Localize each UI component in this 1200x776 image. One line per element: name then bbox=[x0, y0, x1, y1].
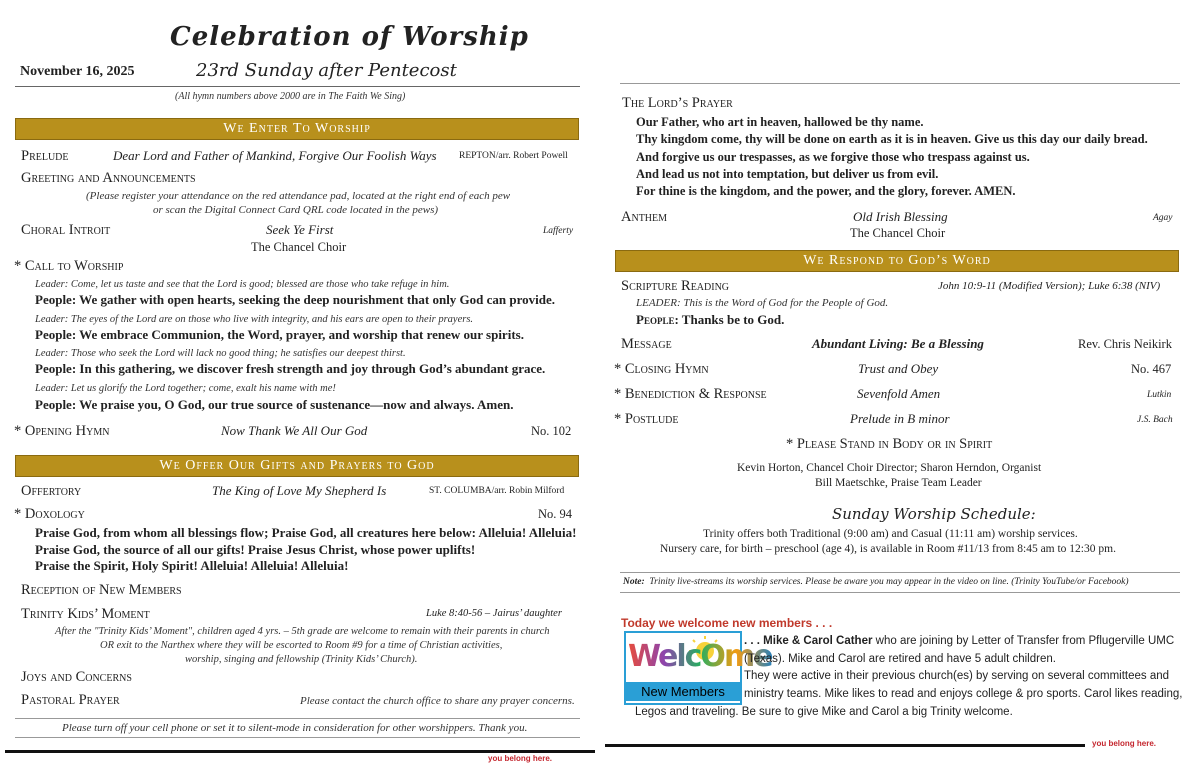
greeting-note-1: (Please register your attendance on the red attendance pad, located at the right end of each pew bbox=[86, 190, 511, 202]
call-leader-2: Leader: The eyes of the Lord are on those who live with integrity, and his ears are open to their prayers. bbox=[35, 314, 474, 325]
prelude-title: Dear Lord and Father of Mankind, Forgive Our Foolish Ways bbox=[113, 148, 437, 163]
welcome-line-3: They were active in their previous church(es) by serving on several committees and bbox=[744, 670, 1170, 682]
people-response: Thanks be to God. bbox=[681, 312, 785, 327]
schedule-line-2: Nursery care, for birth – preschool (age 4), is available in Room #11/13 from 8:45 am to 12:30 pm. bbox=[660, 543, 1116, 555]
hymn-number-note: (All hymn numbers above 2000 are in The Faith We Sing) bbox=[175, 91, 406, 102]
call-leader-3: Leader: Those who seek the Lord will lack no good thing; he satisfies our deepest thirst. bbox=[35, 348, 406, 359]
doxology-line-3: Praise the Spirit, Holy Spirit! Alleluia! Alleluia! Alleluia! bbox=[35, 558, 349, 573]
introit-label: Choral Introit bbox=[21, 222, 111, 238]
scripture-people bbox=[636, 312, 784, 328]
message-label: Message bbox=[621, 336, 672, 352]
scripture-reference: John 10:9-11 (Modified Version); Luke 6:38 (NIV) bbox=[938, 280, 1161, 292]
call-to-worship-label: * Call to Worship bbox=[14, 258, 124, 274]
opening-hymn-label: * Opening Hymn bbox=[14, 423, 110, 439]
closing-hymn-title: Trust and Obey bbox=[858, 361, 939, 376]
bulletin-title: Celebration of Worship bbox=[170, 22, 529, 52]
lords-prayer-line-2: Thy kingdom come, thy will be done on earth as it is in heaven. Give us this day our daily bread. bbox=[636, 132, 1148, 146]
reception-label: Reception of New Members bbox=[21, 582, 182, 598]
offertory-credit: ST. COLUMBA/arr. Robin Milford bbox=[429, 486, 565, 496]
welcome-line-4: ministry teams. Mike likes to read and enjoys college & pro sports. Carol likes reading, bbox=[744, 688, 1183, 700]
right-footer-rule bbox=[605, 744, 1085, 747]
call-people-4 bbox=[35, 397, 514, 413]
lords-prayer-line-4: And lead us not into temptation, but deliver us from evil. bbox=[636, 167, 939, 181]
postlude-label: * Postlude bbox=[614, 411, 679, 427]
anthem-choir: The Chancel Choir bbox=[850, 226, 946, 240]
message-title: Abundant Living: Be a Blessing bbox=[812, 336, 984, 351]
prelude-credit: REPTON/arr. Robert Powell bbox=[459, 151, 568, 161]
people-response: We gather with open hearts, seeking the deep nourishment that only God can provide. bbox=[79, 292, 556, 307]
call-leader-1: Leader: Come, let us taste and see that the Lord is good; blessed are those who take refuge in him. bbox=[35, 279, 450, 290]
joys-concerns-label: Joys and Concerns bbox=[21, 669, 132, 685]
stand-note: * Please Stand in Body or in Spirit bbox=[786, 436, 993, 452]
lords-prayer-line-5: For thine is the kingdom, and the power, and the glory, forever. AMEN. bbox=[636, 184, 1016, 198]
doxology-line-2: Praise God, the source of all our gifts! Praise Jesus Christ, whose power uplifts! bbox=[35, 542, 476, 557]
people-label: People: bbox=[35, 327, 77, 342]
anthem-title: Old Irish Blessing bbox=[853, 209, 948, 224]
livestream-note bbox=[623, 577, 1129, 587]
welcome-logo-caption: New Members bbox=[626, 682, 740, 701]
kids-note-2: OR exit to the Narthex where they will be escorted to Room #9 for a time of Christian activities, bbox=[100, 640, 503, 651]
people-response: We praise you, O God, our true source of sustenance—now and always. Amen. bbox=[79, 397, 514, 412]
staff-line-1: Kevin Horton, Chancel Choir Director; Sharon Herndon, Organist bbox=[737, 462, 1042, 474]
message-speaker: Rev. Chris Neikirk bbox=[1078, 337, 1172, 351]
scripture-label: Scripture Reading bbox=[621, 278, 730, 294]
lords-prayer-line-3: And forgive us our trespasses, as we forgive those who trespass against us. bbox=[636, 150, 1030, 164]
doxology-label: * Doxology bbox=[14, 506, 85, 522]
welcome-logo bbox=[624, 631, 772, 705]
banner-we-enter: We Enter To Worship bbox=[15, 118, 579, 140]
service-date: November 16, 2025 bbox=[20, 64, 135, 79]
closing-hymn-label: * Closing Hymn bbox=[614, 361, 709, 377]
doxology-number: No. 94 bbox=[538, 507, 573, 521]
phone-note-rule-bottom bbox=[15, 737, 580, 738]
people-label: People: bbox=[35, 361, 77, 376]
kids-note-3: worship, singing and fellowship (Trinity Kids’ Church). bbox=[185, 654, 418, 665]
welcome-logo-word: WelcOme bbox=[628, 639, 772, 674]
left-footer-rule bbox=[5, 750, 595, 753]
closing-hymn-number: No. 467 bbox=[1131, 362, 1172, 376]
schedule-line-1: Trinity offers both Traditional (9:00 am) and Casual (11:11 am) worship services. bbox=[703, 528, 1078, 540]
kids-moment-label: Trinity Kids’ Moment bbox=[21, 606, 150, 622]
cell-phone-note: Please turn off your cell phone or set it to silent-mode in consideration for other worshippers. Thank you. bbox=[62, 722, 528, 734]
welcome-line-5: Legos and traveling. Be sure to give Mike and Carol a big Trinity welcome. bbox=[635, 706, 1013, 718]
phone-note-rule-top bbox=[15, 718, 580, 719]
people-response: In this gathering, we discover fresh strength and joy through God’s abundant grace. bbox=[79, 361, 546, 376]
note-rule-bottom bbox=[620, 592, 1180, 593]
anthem-credit: Agay bbox=[1153, 213, 1173, 223]
welcome-names: . . . Mike & Carol Cather bbox=[744, 635, 873, 647]
benediction-label: * Benediction & Response bbox=[614, 386, 767, 402]
right-top-rule bbox=[620, 83, 1180, 84]
opening-hymn-title: Now Thank We All Our God bbox=[221, 423, 368, 438]
pastoral-prayer-label: Pastoral Prayer bbox=[21, 692, 120, 708]
welcome-line-2: (Texas). Mike and Carol are retired and have 5 adult children. bbox=[744, 653, 1056, 665]
lords-prayer-label: The Lord’s Prayer bbox=[622, 95, 733, 111]
benediction-title: Sevenfold Amen bbox=[857, 386, 941, 401]
liturgical-day: 23rd Sunday after Pentecost bbox=[196, 60, 457, 81]
prelude-label: Prelude bbox=[21, 148, 69, 164]
welcome-heading: Today we welcome new members . . . bbox=[621, 616, 833, 630]
welcome-line-1 bbox=[744, 635, 1174, 647]
lords-prayer-line-1: Our Father, who art in heaven, hallowed be thy name. bbox=[636, 115, 924, 129]
pastoral-prayer-note: Please contact the church office to share any prayer concerns. bbox=[300, 695, 575, 707]
kids-note-1: After the "Trinity Kids’ Moment", children aged 4 yrs. – 5th grade are welcome to remain with their parents in church bbox=[55, 626, 550, 637]
call-people-2 bbox=[35, 327, 524, 343]
introit-credit: Lafferty bbox=[543, 226, 574, 236]
note-text: Trinity live-streams its worship services. Please be aware you may appear in the video on line. (Trinity YouTube/or Facebook) bbox=[649, 577, 1129, 587]
opening-hymn-number: No. 102 bbox=[531, 424, 572, 438]
header-rule bbox=[15, 86, 580, 87]
schedule-title: Sunday Worship Schedule: bbox=[832, 505, 1036, 523]
people-label: People: bbox=[35, 292, 77, 307]
people-response: We embrace Communion, the Word, prayer, and worship that renew our spirits. bbox=[79, 327, 524, 342]
postlude-title: Prelude in B minor bbox=[850, 411, 950, 426]
anthem-label: Anthem bbox=[621, 209, 668, 225]
kids-moment-reference: Luke 8:40-56 – Jairus’ daughter bbox=[426, 608, 562, 619]
greeting-note-2: or scan the Digital Connect Card QRL code located in the pews) bbox=[153, 204, 439, 216]
people-label: People: bbox=[636, 312, 679, 327]
banner-we-respond: We Respond to God’s Word bbox=[615, 250, 1179, 272]
postlude-credit: J.S. Bach bbox=[1137, 415, 1173, 425]
left-footer-tagline: you belong here. bbox=[488, 754, 553, 763]
offertory-title: The King of Love My Shepherd Is bbox=[212, 483, 387, 498]
note-label: Note: bbox=[623, 577, 645, 587]
call-people-3 bbox=[35, 361, 545, 377]
doxology-line-1: Praise God, from whom all blessings flow; Praise God, all creatures here below: Alleluia! Alleluia! bbox=[35, 525, 577, 540]
call-people-1 bbox=[35, 292, 555, 308]
offertory-label: Offertory bbox=[21, 483, 82, 499]
people-label: People: bbox=[35, 397, 77, 412]
scripture-leader: LEADER: This is the Word of God for the People of God. bbox=[636, 297, 889, 309]
banner-we-offer: We Offer Our Gifts and Prayers to God bbox=[15, 455, 579, 477]
call-leader-4: Leader: Let us glorify the Lord together; come, exalt his name with me! bbox=[35, 383, 336, 394]
greeting-label: Greeting and Announcements bbox=[21, 170, 196, 186]
note-rule-top bbox=[620, 572, 1180, 573]
introit-choir: The Chancel Choir bbox=[251, 240, 347, 254]
right-footer-tagline: you belong here. bbox=[1092, 739, 1157, 748]
staff-line-2: Bill Maetschke, Praise Team Leader bbox=[815, 477, 982, 489]
welcome-text: who are joining by Letter of Transfer from Pflugerville UMC bbox=[872, 635, 1175, 647]
benediction-credit: Lutkin bbox=[1147, 390, 1172, 400]
introit-title: Seek Ye First bbox=[266, 222, 334, 237]
